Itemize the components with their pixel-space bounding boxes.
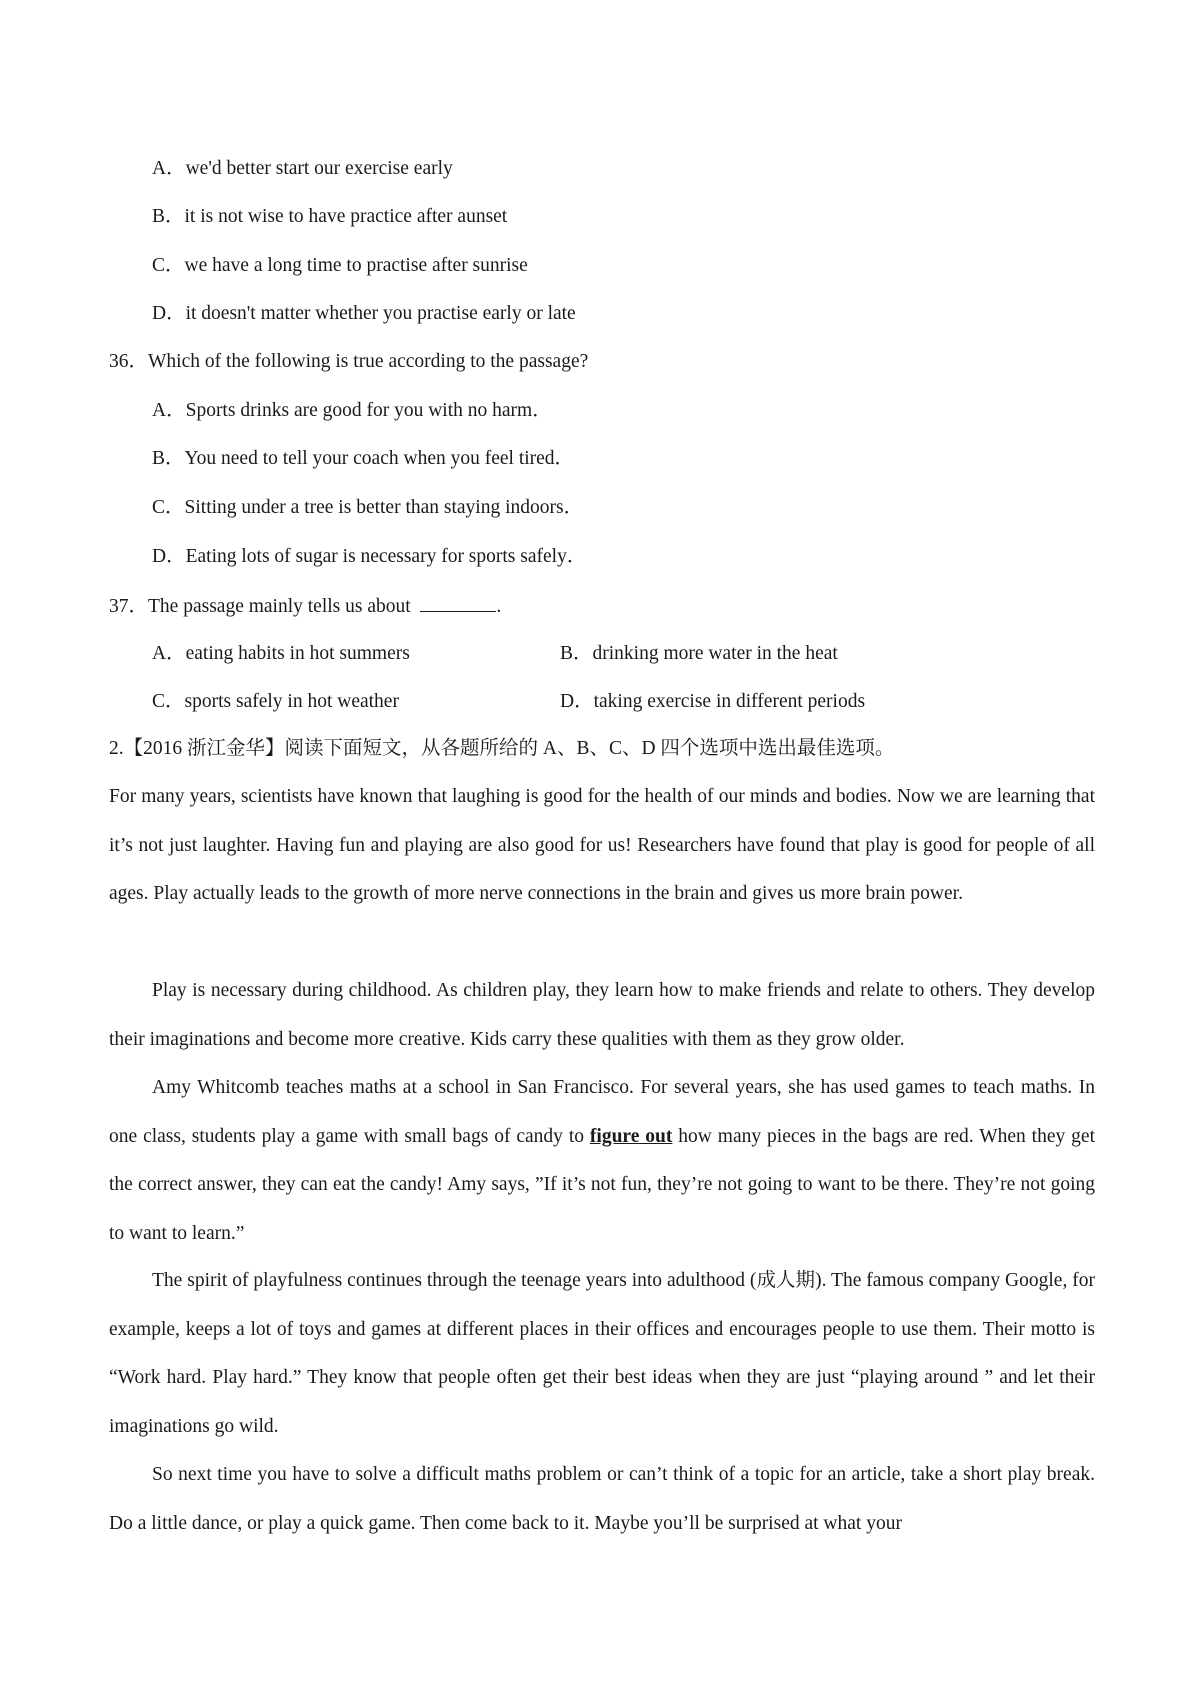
passage-paragraph-5: So next time you have to solve a difficult maths problem or can’t think of a topic for an article, take a short play break. Do a little dance, or play a quick game. Then come back to it. Maybe you’ll be surprised at what your — [109, 1464, 1095, 1534]
q37-option-c — [152, 690, 399, 714]
q35-option-c — [152, 254, 528, 278]
passage-paragraph-2: Play is necessary during childhood. As children play, they learn how to make friends and relate to others. They develop their imaginations and become more creative. Kids carry these qualities with them as they grow older. — [109, 980, 1095, 1050]
question-36 — [109, 350, 588, 374]
q36-option-d — [152, 545, 586, 569]
option-letter: D． — [152, 303, 186, 324]
option-text: it doesn't matter whether you practise early or late — [185, 303, 576, 324]
option-text: drinking more water in the heat — [592, 643, 838, 664]
question-37 — [109, 593, 501, 619]
section-heading: 2.【2016 浙江金华】阅读下面短文，从各题所给的 A、B、C、D 四个选项中选出最佳选项。 — [109, 738, 895, 759]
option-letter: C． — [152, 255, 185, 276]
option-letter: C． — [152, 691, 185, 712]
option-letter: A． — [152, 158, 186, 179]
q36-option-b — [152, 447, 574, 471]
question-end: . — [496, 596, 502, 617]
q36-option-c — [152, 496, 583, 520]
question-text: Which of the following is true according to the passage? — [148, 351, 589, 372]
passage-paragraph-4: The spirit of playfulness continues through the teenage years into adulthood (成人期). The famous company Google, for example, keeps a lot of toys and games at different places in their offices and encourages people to use them. Their motto is “Work hard. Play hard.” They know that people often get their best ideas when they are just “playing around ” and let their imaginations go wild. — [109, 1270, 1095, 1437]
option-letter: D． — [152, 546, 186, 567]
option-text: Sports drinks are good for you with no harm． — [185, 400, 552, 421]
option-letter: B． — [152, 206, 185, 227]
answer-blank — [420, 593, 496, 612]
option-text: sports safely in hot weather — [184, 691, 399, 712]
key-phrase: figure out — [589, 1125, 673, 1147]
option-letter: A． — [152, 643, 186, 664]
option-letter: D． — [560, 691, 594, 712]
q35-option-b — [152, 205, 507, 229]
option-letter: B． — [152, 448, 185, 469]
option-text: we'd better start our exercise early — [185, 158, 453, 179]
q37-option-a — [152, 642, 410, 666]
q35-option-a — [152, 157, 453, 181]
option-letter: C． — [152, 497, 185, 518]
option-text: we have a long time to practise after sunrise — [184, 255, 528, 276]
question-number: 36． — [109, 351, 149, 372]
q37-option-d — [560, 690, 865, 714]
option-text: Sitting under a tree is better than staying indoors． — [184, 497, 584, 518]
option-text: You need to tell your coach when you feel tired． — [184, 448, 575, 469]
question-number: 37． — [109, 596, 149, 617]
option-letter: A． — [152, 400, 186, 421]
q37-option-b — [560, 642, 838, 666]
paragraph-text: Amy Whitcomb teaches maths at a school in San Francisco. For several years, she has used games to teach maths. In one class, students play a game with small bags of candy to — [109, 1077, 1095, 1147]
question-text: The passage mainly tells us about — [148, 596, 411, 617]
q35-option-d — [152, 302, 576, 326]
option-letter: B． — [560, 643, 593, 664]
option-text: taking exercise in different periods — [593, 691, 866, 712]
q36-option-a — [152, 399, 552, 423]
passage-paragraph-3 — [109, 1064, 1095, 1258]
option-text: Eating lots of sugar is necessary for sports safely． — [185, 546, 587, 567]
passage-paragraph-1: For many years, scientists have known that laughing is good for the health of our minds and bodies. Now we are learning that it’s not just laughter. Having fun and playing are also good for us! Researchers have found that play is good for people of all ages. Play actually leads to the growth of more nerve connections in the brain and gives us more brain power. — [109, 786, 1095, 904]
option-text: it is not wise to have practice after aunset — [184, 206, 508, 227]
paragraph-text: how many pieces in the bags are red. When they get the correct answer, they can eat the candy! Amy says, ”If it’s not fun, they’re not going to want to be there. They’re not going to want to learn.” — [109, 1125, 1095, 1244]
option-text: eating habits in hot summers — [185, 643, 410, 664]
